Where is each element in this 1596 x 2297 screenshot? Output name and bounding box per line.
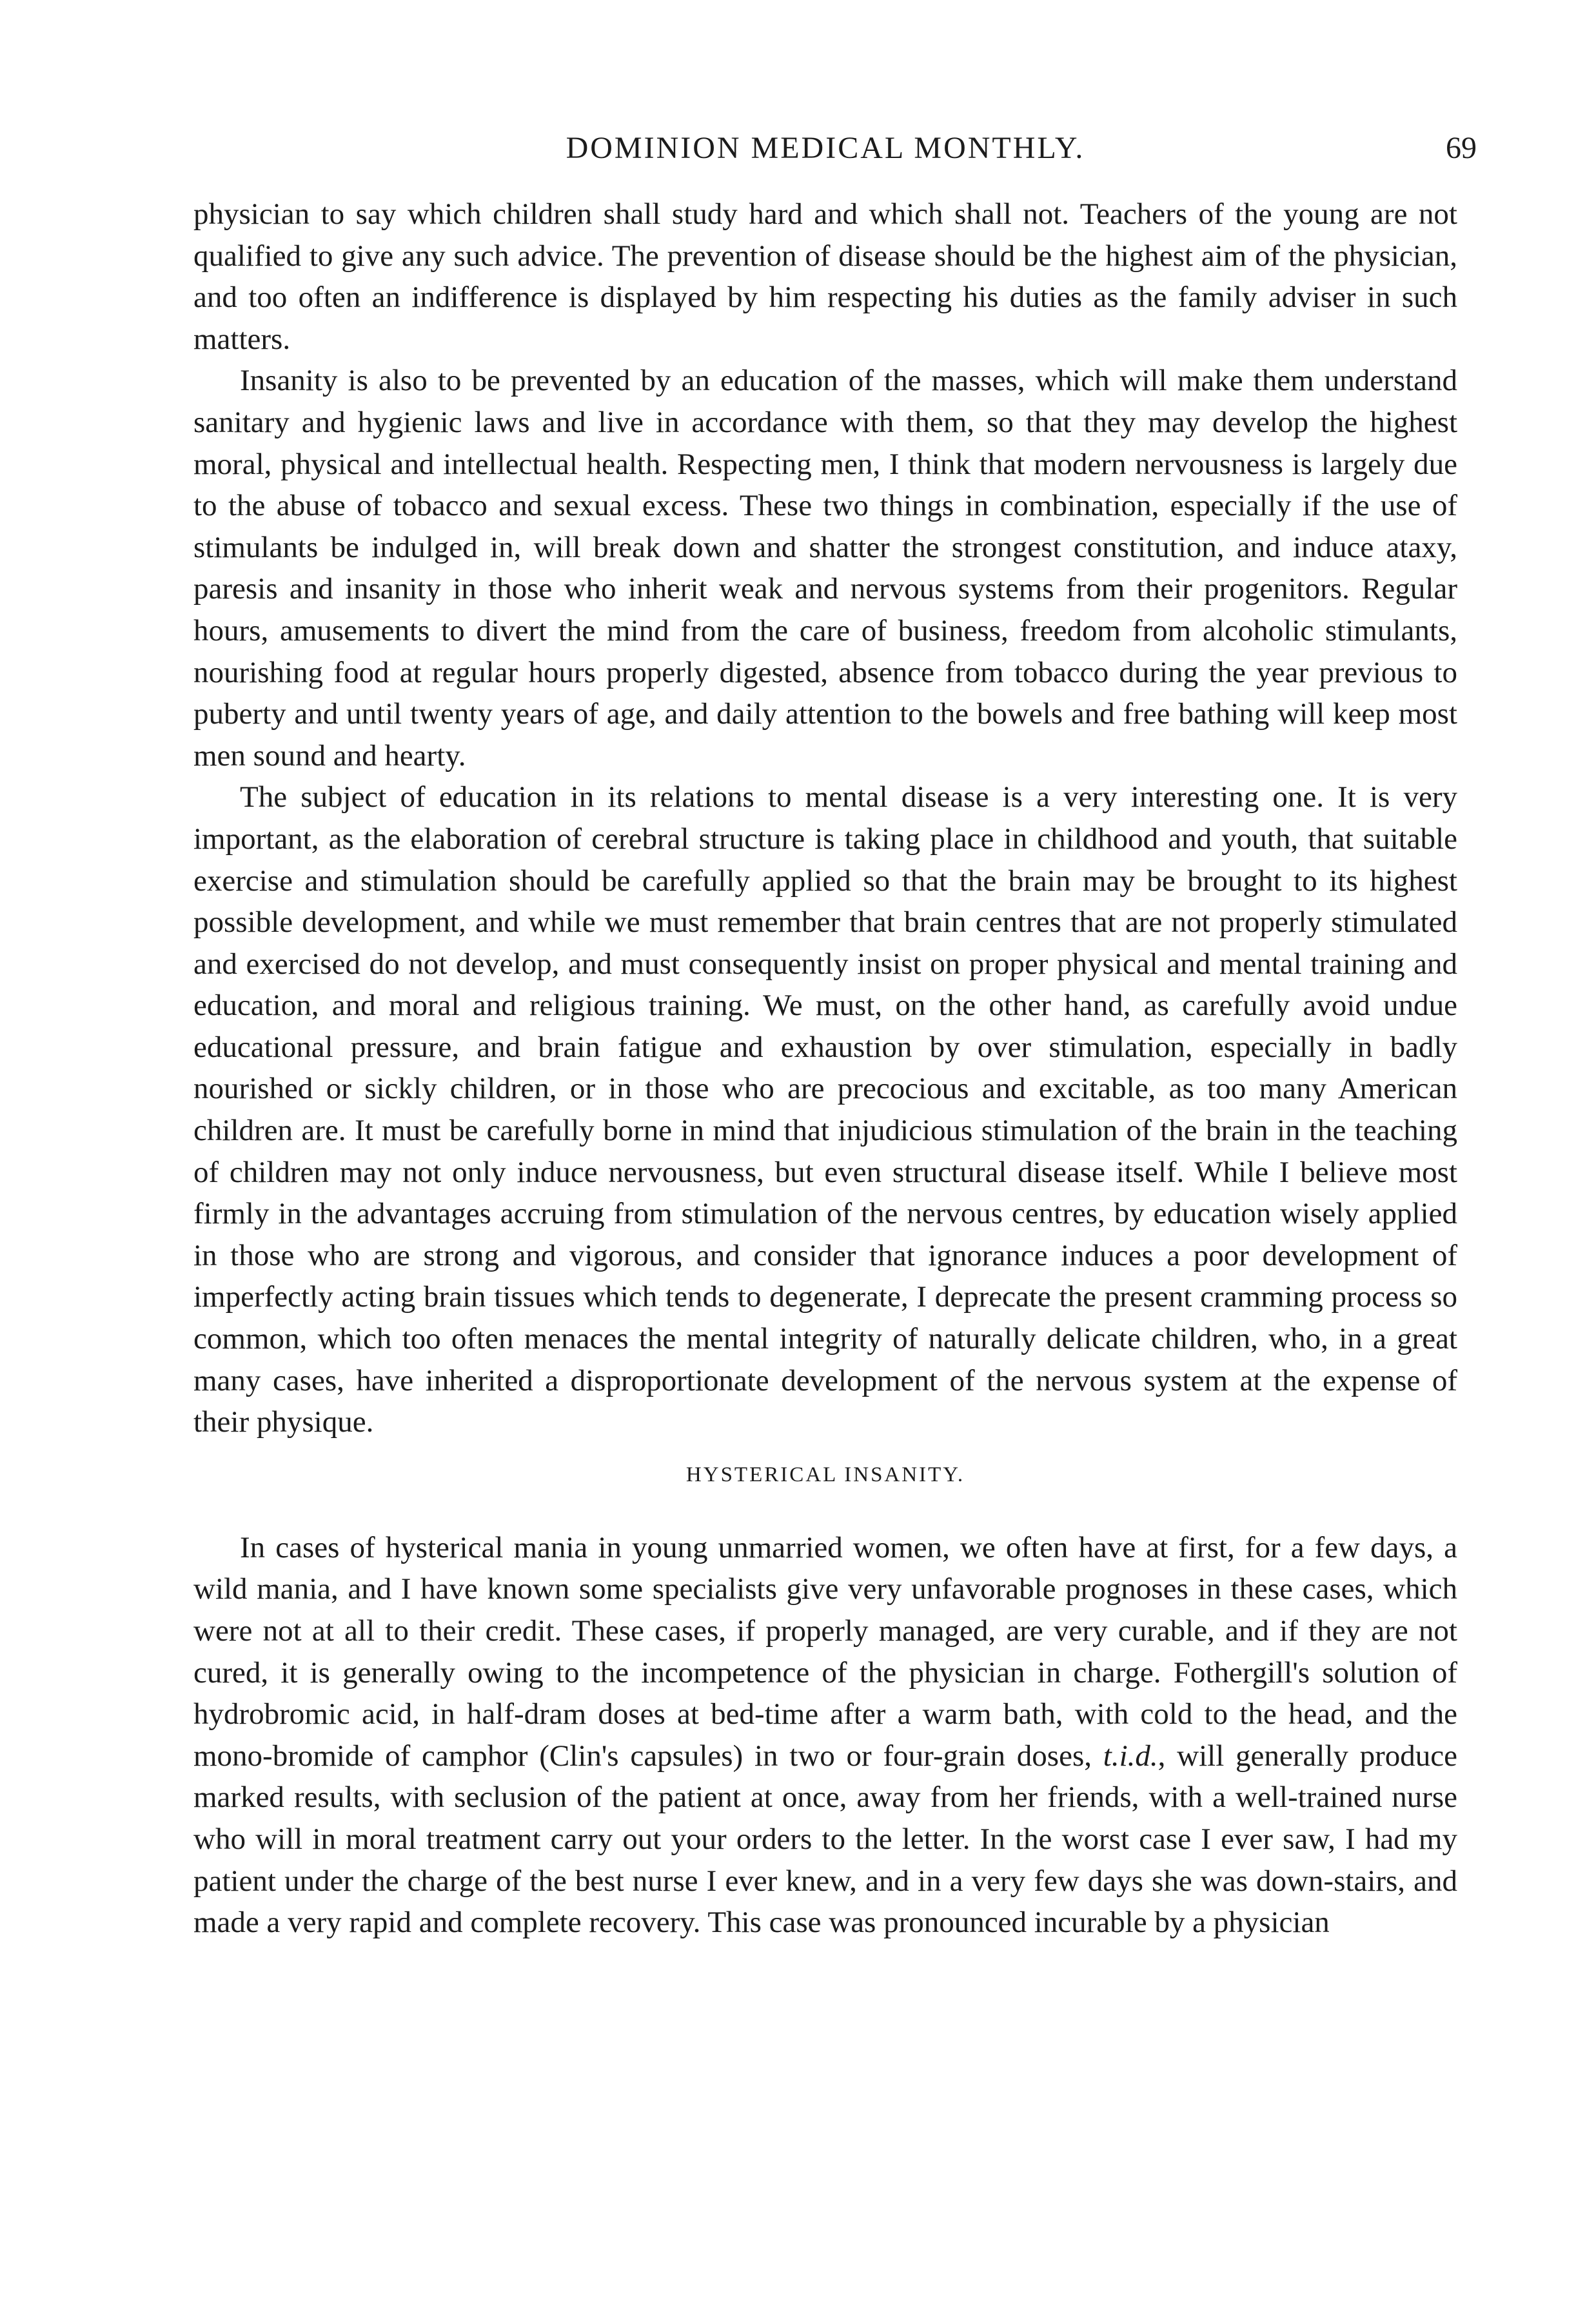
article-body <box>193 193 1457 1944</box>
paragraph-text-part: , will generally produce marked results, with seclusion of the patient at once, away from her friends, with a well-trained nurse who will in moral treatment carry out your orders to the letter. In the worst case I ever saw, I had my patient under the charge of the best nurse I ever knew, and in a very few days she was down-stairs, and made a very rapid and complete recovery. This case was pronounced incurable by a physician <box>193 1739 1458 1940</box>
paragraph-text-part: In cases of hysterical mania in young unmarried women, we often have at first, for a few days, a wild mania, and I have known some specialists give very unfavorable prognoses in these cases, which were not at all to their credit. These cases, if properly managed, are very curable, and if they are not cured, it is generally owing to the incompetence of the physician in charge. Fothergill's solution of hydrobromic acid, in half-dram doses at bed-time after a warm bath, with cold to the head, and the mono-bromide of camphor (Clin's capsules) in two or four-grain doses, <box>193 1530 1457 1773</box>
page-number: 69 <box>1446 131 1477 165</box>
paragraph-education: The subject of education in its relations to mental disease is a very interesting one. It is very important, as the elaboration of cerebral structure is taking place in childhood and youth, that suitable exercise and stimulation should be carefully applied so that the brain may be brought to its highest possible development, and while we must remember that brain centres that are not properly stimulated and exercised do not develop, and must consequently insist on proper physical and mental training and education, and moral and religious training. We must, on the other hand, as carefully avoid undue educational pressure, and brain fatigue and exhaustion by over stimulation, especially in badly nourished or sickly children, or in those who are precocious and excitable, as too many American children are. It must be carefully borne in mind that injudicious stimulation of the brain in the teaching of children may not only induce nervousness, but even structural disease itself. While I believe most firmly in the advantages accruing from stimulation of the nervous centres, by education wisely applied in those who are strong and vigorous, and consider that ignorance induces a poor development of imperfectly acting brain tissues which tends to degenerate, I deprecate the present cramming process so common, which too often menaces the mental integrity of naturally delicate children, who, in a great many cases, have inherited a disproportionate development of the nervous system at the expense of their physique. <box>193 780 1457 1439</box>
running-head <box>193 123 1477 174</box>
paragraph-continued: physician to say which children shall study hard and which shall not. Teachers of the young are not qualified to give any such advice. The prevention of disease should be the highest aim of the physician, and too often an indifference is displayed by him respecting his duties as the family adviser in such matters. <box>193 197 1457 356</box>
dosage-abbreviation: t.i.d. <box>1103 1739 1158 1773</box>
journal-title: DOMINION MEDICAL MONTHLY. <box>566 131 1085 165</box>
paragraph-hysterical-mania <box>193 1527 1457 1944</box>
section-heading: HYSTERICAL INSANITY. <box>685 1463 965 1486</box>
paragraph-insanity-prevention: Insanity is also to be prevented by an education of the masses, which will make them understand sanitary and hygienic laws and live in accordance with them, so that they may develop the highest moral, physical and intellectual health. Respecting men, I think that modern nervousness is largely due to the abuse of tobacco and sexual excess. These two things in combination, especially if the use of stimulants be indulged in, will break down and shatter the strongest constitution, and induce ataxy, paresis and insanity in those who inherit weak and nervous systems from their progenitors. Regular hours, amusements to divert the mind from the care of business, freedom from alcoholic stimulants, nourishing food at regular hours properly digested, absence from tobacco during the year previous to puberty and until twenty years of age, and daily attention to the bowels and free bathing will keep most men sound and hearty. <box>193 364 1457 773</box>
